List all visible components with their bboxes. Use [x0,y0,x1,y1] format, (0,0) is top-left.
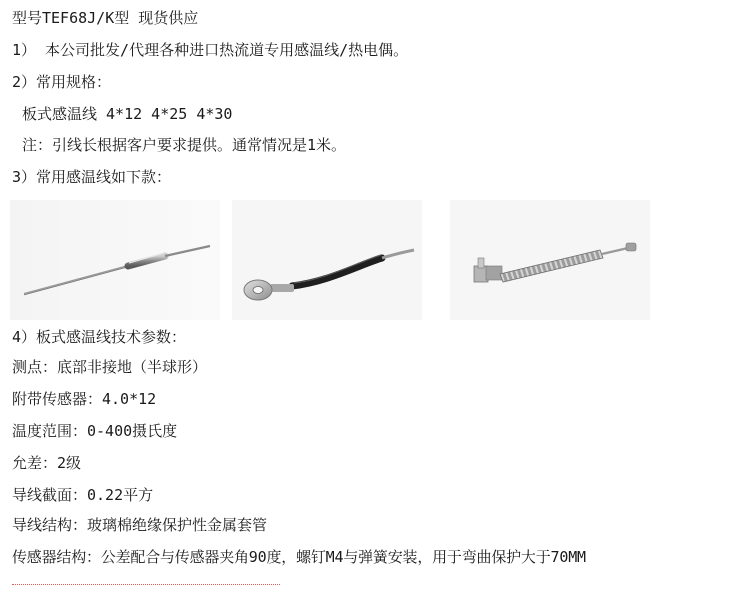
param-item: 允差：2级 [12,454,82,472]
bayonet-plate-thermocouple-image [450,200,650,320]
intro-line-2: 2）常用规格： [12,73,112,91]
param-item: 传感器结构：公差配合与传感器夹角90度，螺钉M4与弹簧安装，用于弯曲保护大于70MM [12,548,586,566]
param-item: 导线结构：玻璃棉绝缘保护性金属套管 [12,516,268,534]
spec-line: 板式感温线 4*12 4*25 4*30 [22,105,233,123]
model-title: 型号TEF68J/K型 现货供应 [12,9,199,27]
param-item: 附带传感器：4.0*12 [12,390,157,408]
param-item: 导线截面：0.22平方 [12,486,154,504]
intro-line-1: 1） 本公司批发/代理各种进口热流道专用感温线/热电偶。 [12,41,409,59]
intro-line-3: 3）常用感温线如下款： [12,168,172,186]
dotted-divider [12,584,280,585]
product-images [10,200,650,320]
probe-thermocouple-image [10,200,220,320]
ring-terminal-thermocouple-image [232,200,422,320]
params-heading: 4）板式感温线技术参数： [12,328,187,346]
param-item: 温度范围：0-400摄氏度 [12,422,178,440]
param-item: 测点：底部非接地（半球形） [12,358,208,376]
note-line: 注：引线长根据客户要求提供。通常情况是1米。 [22,136,347,154]
